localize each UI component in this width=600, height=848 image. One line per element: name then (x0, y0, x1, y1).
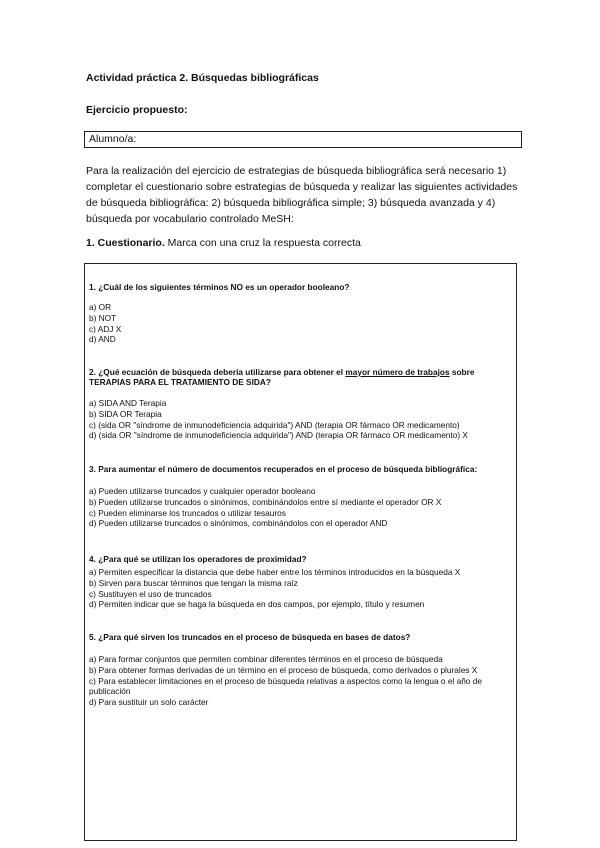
intro-paragraph: Para la realización del ejercicio de estrategias de búsqueda bibliográfica será necesario 1) completar el cuestionario sobre estrategias de búsqueda y realizar las siguientes actividades de búsqueda bibliográfica: 2) búsqueda bibliográfica simple; 3) búsqueda avanzada y 4) búsqueda por vocabulario controlado MeSH: (86, 165, 518, 225)
question-text (89, 367, 513, 387)
question-text-part: 2. ¿Qué ecuación de búsqueda debería utilizarse para obtener el (89, 367, 346, 377)
answer-option[interactable]: b) SIDA OR Terapia (89, 408, 162, 419)
answer-option[interactable]: a) Pueden utilizarse truncados y cualquier operador booleano (89, 486, 316, 496)
question-text: 1. ¿Cuál de los siguientes términos NO es un operador booleano? (89, 282, 350, 292)
page-title: Actividad práctica 2. Búsquedas bibliográficas (86, 72, 319, 84)
answer-option[interactable]: c) Para establecer limitaciones en el proceso de búsqueda relativas a aspectos como la lengua o el año de publicación (89, 675, 482, 697)
answer-option[interactable]: a) OR (89, 302, 112, 312)
answer-option[interactable]: b) NOT (89, 312, 117, 323)
answer-option[interactable]: a) Para formar conjuntos que permiten combinar diferentes términos en el proceso de búsqueda (89, 654, 443, 664)
question-text: 5. ¿Para qué sirven los truncados en el proceso de búsqueda en bases de datos? (89, 632, 411, 642)
answer-option[interactable]: c) Pueden eliminarse los truncados o utilizar tesauros (89, 507, 286, 518)
student-name-label: Alumno/a: (89, 133, 137, 145)
question-4 (89, 554, 513, 610)
answer-option[interactable]: c) ADJ X (89, 323, 122, 334)
question-text: 4. ¿Para qué se utilizan los operadores de proximidad? (89, 554, 307, 564)
answer-option[interactable]: c) Sustituyen el uso de truncados (89, 588, 212, 599)
section-title: 1. Cuestionario. (86, 237, 165, 249)
section-instruction: Marca con una cruz la respuesta correcta (164, 237, 361, 249)
answer-option[interactable]: d) Pueden utilizarse truncados o sinónimos, combinándolos con el operador AND (89, 518, 388, 529)
question-1 (89, 282, 513, 345)
answer-option[interactable]: b) Pueden utilizarse truncados o sinónimos, combinándolos entre sí mediante el operador OR X (89, 496, 442, 507)
answer-option[interactable]: d) Permiten indicar que se haga la búsqueda en dos campos, por ejemplo, título y resumen (89, 599, 425, 610)
answer-option[interactable]: a) Permiten especificar la distancia que debe haber entre los términos introducidos en la búsqueda X (89, 567, 461, 577)
question-2 (89, 367, 513, 441)
answer-option[interactable]: c) (sida OR "síndrome de inmunodeficiencia adquirida") AND (terapia OR fármaco OR medicamento) (89, 419, 460, 430)
questionnaire-box (84, 263, 517, 841)
question-text: 3. Para aumentar el número de documentos recuperados en el proceso de búsqueda bibliográfica: (89, 464, 478, 474)
student-name-field[interactable] (84, 131, 522, 148)
answer-option[interactable]: d) (sida OR "síndrome de inmunodeficiencia adquirida") AND (terapia OR fármaco OR medicamento) X (89, 430, 468, 441)
answer-option[interactable]: b) Sirven para buscar términos que tengan la misma raíz (89, 577, 298, 588)
question-text-part: sobre TERAPIAS PARA EL TRATAMIENTO DE SIDA? (89, 367, 475, 387)
question-underlined-text: mayor número de trabajos (345, 367, 450, 377)
answer-option[interactable]: a) SIDA AND Terapia (89, 398, 167, 408)
question-3 (89, 464, 513, 529)
section-heading (86, 237, 361, 249)
answer-option[interactable]: d) AND (89, 334, 116, 345)
answer-option[interactable]: b) Para obtener formas derivadas de un término en el proceso de búsqueda, como derivados o plurales X (89, 664, 478, 675)
answer-option[interactable]: d) Para sustituir un solo carácter (89, 697, 209, 708)
question-5 (89, 632, 513, 708)
exercise-subtitle: Ejercicio propuesto: (86, 104, 188, 116)
